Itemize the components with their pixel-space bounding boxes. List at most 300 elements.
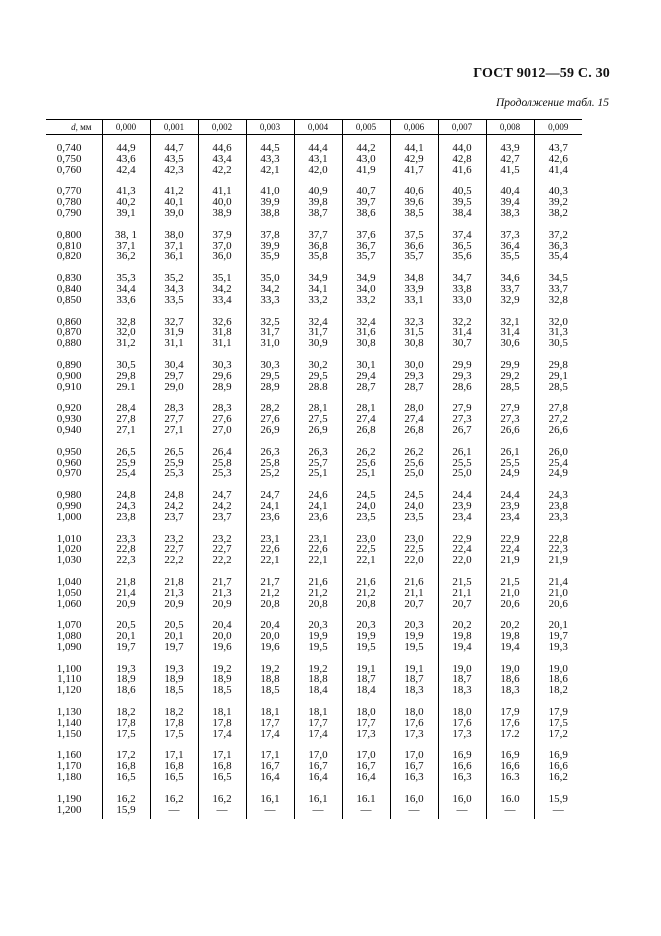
value-cell: 24,6 <box>294 490 342 501</box>
diameter-cell: 1,170 <box>56 760 82 773</box>
value-cell: 23,9 <box>438 501 486 512</box>
value-cell: 20,3 <box>390 620 438 631</box>
value-cell: 25,6 <box>342 458 390 469</box>
value-cell: 27,4 <box>342 414 390 425</box>
value-cell: 25,2 <box>246 468 294 479</box>
document-header: ГОСТ 9012—59 С. 30 <box>473 66 610 81</box>
value-cell: 43,4 <box>198 154 246 165</box>
value-cell: 26,2 <box>390 447 438 458</box>
value-cell: 18,7 <box>390 674 438 685</box>
value-cell: 22,5 <box>342 544 390 555</box>
value-cell: 26,8 <box>390 425 438 436</box>
value-cell: 25,1 <box>342 468 390 479</box>
value-cell: 21,3 <box>150 588 198 599</box>
value-cell: 22,0 <box>390 555 438 566</box>
spacer-cell <box>246 306 294 317</box>
value-cell: 19,7 <box>150 642 198 653</box>
diameter-cell: 1,190 <box>56 792 82 805</box>
value-cell: 41,0 <box>246 186 294 197</box>
value-cell: 33,7 <box>486 284 534 295</box>
value-cell: 18,1 <box>294 707 342 718</box>
value-cell: 24,1 <box>246 501 294 512</box>
value-cell: 44,4 <box>294 143 342 154</box>
table-body <box>46 135 582 819</box>
value-cell: 25,9 <box>102 458 150 469</box>
spacer-cell <box>486 306 534 317</box>
value-cell: 39,2 <box>534 197 582 208</box>
diameter-cell: 0,780 <box>56 196 82 209</box>
value-cell: 17,8 <box>102 718 150 729</box>
value-cell: 32,4 <box>294 317 342 328</box>
value-cell: 23,0 <box>342 534 390 545</box>
value-cell: 18,6 <box>486 674 534 685</box>
value-cell: 35,4 <box>534 251 582 262</box>
value-cell: 27,9 <box>438 403 486 414</box>
value-cell: 37,9 <box>198 230 246 241</box>
value-cell: 42,6 <box>534 154 582 165</box>
value-cell: 36,1 <box>150 251 198 262</box>
spacer-cell <box>246 523 294 534</box>
value-cell: 17,6 <box>486 718 534 729</box>
value-cell: 21,1 <box>390 588 438 599</box>
value-cell: 20,6 <box>486 599 534 610</box>
value-cell: 18,7 <box>438 674 486 685</box>
value-cell: 31,4 <box>486 327 534 338</box>
value-cell: 16,0 <box>438 794 486 805</box>
value-cell: 23,4 <box>438 512 486 523</box>
value-cell: 17,7 <box>294 718 342 729</box>
value-cell: 21,2 <box>246 588 294 599</box>
value-cell: 26,6 <box>534 425 582 436</box>
value-cell: 25,8 <box>198 458 246 469</box>
value-cell: 17,8 <box>198 718 246 729</box>
column-header: 0,008 <box>486 120 534 135</box>
value-cell: 22,0 <box>438 555 486 566</box>
value-cell: 42,3 <box>150 165 198 176</box>
value-cell: 34,2 <box>246 284 294 295</box>
value-cell: 16,1 <box>294 794 342 805</box>
diameter-cell: 0,990 <box>56 499 82 512</box>
value-cell: 28,1 <box>342 403 390 414</box>
value-cell: 41,2 <box>150 186 198 197</box>
value-cell: 24,1 <box>294 501 342 512</box>
value-cell: 30,2 <box>294 360 342 371</box>
value-cell: 31,4 <box>438 327 486 338</box>
value-cell: 17,8 <box>150 718 198 729</box>
value-cell: — <box>390 805 438 819</box>
value-cell: 25,3 <box>150 468 198 479</box>
value-cell: 20,6 <box>534 599 582 610</box>
value-cell: 24,7 <box>246 490 294 501</box>
table-row <box>46 729 582 740</box>
value-cell: 21,4 <box>102 588 150 599</box>
value-cell: 16,6 <box>486 761 534 772</box>
value-cell: 27,2 <box>534 414 582 425</box>
value-cell: 31,6 <box>342 327 390 338</box>
value-cell: 30,3 <box>198 360 246 371</box>
value-cell: 30,0 <box>390 360 438 371</box>
value-cell: 40,5 <box>438 186 486 197</box>
value-cell: 35,9 <box>246 251 294 262</box>
table-row <box>46 447 582 458</box>
value-cell: 34,8 <box>390 273 438 284</box>
table-row <box>46 425 582 436</box>
value-cell: 23,5 <box>390 512 438 523</box>
value-cell: 28,3 <box>150 403 198 414</box>
value-cell: 36,7 <box>342 241 390 252</box>
value-cell: 28,0 <box>390 403 438 414</box>
value-cell: 27,1 <box>150 425 198 436</box>
value-cell: 19,5 <box>390 642 438 653</box>
value-cell: 34,3 <box>150 284 198 295</box>
diameter-cell: 0,850 <box>56 293 82 306</box>
value-cell: 18,6 <box>102 685 150 696</box>
value-cell: 29,9 <box>438 360 486 371</box>
data-table-container <box>46 119 582 819</box>
value-cell: 17,9 <box>534 707 582 718</box>
value-cell: 31,8 <box>198 327 246 338</box>
value-cell: 16,6 <box>534 761 582 772</box>
value-cell: 34,6 <box>486 273 534 284</box>
spacer-cell <box>46 306 102 317</box>
diameter-cell: 1,110 <box>57 673 82 686</box>
diameter-cell: 0,840 <box>56 282 82 295</box>
value-cell: — <box>342 805 390 819</box>
value-cell: 25,9 <box>150 458 198 469</box>
value-cell: 20,3 <box>294 620 342 631</box>
value-cell: 42,2 <box>198 165 246 176</box>
value-cell: 20,4 <box>246 620 294 631</box>
value-cell: 41,3 <box>102 186 150 197</box>
value-cell: 20,7 <box>438 599 486 610</box>
value-cell: 25,4 <box>102 468 150 479</box>
value-cell: 37,5 <box>390 230 438 241</box>
table-header-row <box>46 120 582 135</box>
value-cell: 16,5 <box>102 772 150 783</box>
value-cell: 41,4 <box>534 165 582 176</box>
value-cell: 21,5 <box>438 577 486 588</box>
value-cell: — <box>534 805 582 819</box>
diameter-cell: 0,810 <box>56 239 82 252</box>
value-cell: 26,7 <box>438 425 486 436</box>
value-cell: 32,6 <box>198 317 246 328</box>
spacer-cell <box>150 306 198 317</box>
value-cell: 17,1 <box>246 750 294 761</box>
diameter-cell: 0,740 <box>56 142 82 154</box>
value-cell: 16,7 <box>246 761 294 772</box>
value-cell: 28,5 <box>534 382 582 393</box>
column-header: 0,007 <box>438 120 486 135</box>
value-cell: 20,2 <box>438 620 486 631</box>
value-cell: 33,9 <box>390 284 438 295</box>
value-cell: 16,8 <box>198 761 246 772</box>
value-cell: 21,3 <box>198 588 246 599</box>
value-cell: 21,5 <box>486 577 534 588</box>
value-cell: 38,2 <box>534 208 582 219</box>
value-cell: 22,1 <box>246 555 294 566</box>
value-cell: 40,4 <box>486 186 534 197</box>
value-cell: 38,4 <box>438 208 486 219</box>
diameter-cell: 0,870 <box>56 326 82 339</box>
value-cell: 29,0 <box>150 382 198 393</box>
value-cell: 35,7 <box>342 251 390 262</box>
value-cell: 28,5 <box>486 382 534 393</box>
diameter-cell: 1,030 <box>56 554 82 567</box>
value-cell: 23,8 <box>534 501 582 512</box>
value-cell: 24,4 <box>486 490 534 501</box>
value-cell: 43,1 <box>294 154 342 165</box>
value-cell: 43,0 <box>342 154 390 165</box>
value-cell: 25,0 <box>438 468 486 479</box>
value-cell: 23,9 <box>486 501 534 512</box>
value-cell: 16,4 <box>294 772 342 783</box>
spacer-cell <box>294 523 342 534</box>
value-cell: 30,3 <box>246 360 294 371</box>
value-cell: 43,7 <box>534 143 582 154</box>
value-cell: 30,5 <box>534 338 582 349</box>
diameter-cell: 1,060 <box>56 597 82 610</box>
value-cell: 17,0 <box>342 750 390 761</box>
diameter-cell: 1,160 <box>56 749 82 762</box>
value-cell: 16,3 <box>438 772 486 783</box>
value-cell: 24,0 <box>390 501 438 512</box>
diameter-cell: 0,920 <box>56 402 82 415</box>
value-cell: 16,6 <box>438 761 486 772</box>
value-cell: 31,5 <box>390 327 438 338</box>
value-cell: 33,6 <box>102 295 150 306</box>
value-cell: 19,5 <box>294 642 342 653</box>
value-cell: 21,8 <box>102 577 150 588</box>
value-cell: 16,1 <box>246 794 294 805</box>
value-cell: 29,1 <box>534 371 582 382</box>
value-cell: 23,2 <box>198 534 246 545</box>
value-cell: 19,9 <box>294 631 342 642</box>
value-cell: — <box>486 805 534 819</box>
value-cell: 36,4 <box>486 241 534 252</box>
value-cell: 24,2 <box>150 501 198 512</box>
value-cell: 17,6 <box>438 718 486 729</box>
value-cell: 32,8 <box>102 317 150 328</box>
value-cell: 30,4 <box>150 360 198 371</box>
diameter-cell: 0,910 <box>56 380 82 393</box>
value-cell: 29,2 <box>486 371 534 382</box>
value-cell: 25,7 <box>294 458 342 469</box>
value-cell: 19,7 <box>102 642 150 653</box>
value-cell: 17,1 <box>150 750 198 761</box>
diameter-cell: 1,120 <box>56 684 82 697</box>
value-cell: 22,7 <box>150 544 198 555</box>
value-cell: 17,4 <box>294 729 342 740</box>
value-cell: 18,5 <box>198 685 246 696</box>
value-cell: 16,5 <box>198 772 246 783</box>
value-cell: 20,8 <box>294 599 342 610</box>
value-cell: 23,0 <box>390 534 438 545</box>
value-cell: 22,4 <box>486 544 534 555</box>
value-cell: 39,5 <box>438 197 486 208</box>
value-cell: 17,9 <box>486 707 534 718</box>
value-cell: 31,7 <box>294 327 342 338</box>
value-cell: 43,5 <box>150 154 198 165</box>
value-cell: 16.0 <box>486 794 534 805</box>
value-cell: 16.1 <box>342 794 390 805</box>
value-cell: 16,2 <box>150 794 198 805</box>
value-cell: 42,4 <box>102 165 150 176</box>
value-cell: 16,8 <box>102 761 150 772</box>
value-cell: 27,4 <box>390 414 438 425</box>
value-cell: 16,7 <box>294 761 342 772</box>
value-cell: 17,0 <box>390 750 438 761</box>
value-cell: 35,7 <box>390 251 438 262</box>
value-cell: 16,2 <box>198 794 246 805</box>
value-cell: 26,5 <box>102 447 150 458</box>
value-cell: 22,5 <box>390 544 438 555</box>
value-cell: 38,6 <box>342 208 390 219</box>
value-cell: 42,7 <box>486 154 534 165</box>
value-cell: 21,9 <box>534 555 582 566</box>
value-cell: 20,1 <box>534 620 582 631</box>
value-cell: 32,9 <box>486 295 534 306</box>
diameter-cell: 1,150 <box>56 727 82 740</box>
value-cell: 40,7 <box>342 186 390 197</box>
table-row <box>46 371 582 382</box>
value-cell: 32,0 <box>534 317 582 328</box>
value-cell: 21,7 <box>246 577 294 588</box>
value-cell: 19,8 <box>486 631 534 642</box>
value-cell: 30,8 <box>390 338 438 349</box>
table-row <box>46 165 582 176</box>
value-cell: 19,5 <box>342 642 390 653</box>
value-cell: 26,3 <box>294 447 342 458</box>
value-cell: 20,3 <box>342 620 390 631</box>
value-cell: 17.2 <box>486 729 534 740</box>
value-cell: 43,6 <box>102 154 150 165</box>
value-cell: 22,3 <box>102 555 150 566</box>
value-cell: — <box>438 805 486 819</box>
value-cell: 25,8 <box>246 458 294 469</box>
value-cell: 21,1 <box>438 588 486 599</box>
value-cell: 40,6 <box>390 186 438 197</box>
spacer-cell <box>294 306 342 317</box>
diameter-cell: 1,100 <box>56 662 82 675</box>
value-cell: 25,6 <box>390 458 438 469</box>
value-cell: 31,1 <box>150 338 198 349</box>
value-cell: 21,0 <box>534 588 582 599</box>
table-row <box>46 805 582 819</box>
value-cell: 27,7 <box>150 414 198 425</box>
value-cell: 38,8 <box>246 208 294 219</box>
value-cell: 20,8 <box>342 599 390 610</box>
value-cell: 17,4 <box>246 729 294 740</box>
value-cell: 38,3 <box>486 208 534 219</box>
table-continuation-label: Продолжение табл. 15 <box>496 97 609 109</box>
diameter-cell: 1,090 <box>56 640 82 653</box>
value-cell: 28,9 <box>198 382 246 393</box>
value-cell: 44,9 <box>102 143 150 154</box>
value-cell: 42,8 <box>438 154 486 165</box>
table-row <box>46 230 582 241</box>
table-row <box>46 599 582 610</box>
diameter-cell: 1,140 <box>56 716 82 729</box>
value-cell: 18,2 <box>150 707 198 718</box>
diameter-cell: 0,820 <box>56 250 82 263</box>
value-cell: 22,6 <box>246 544 294 555</box>
column-header: 0,006 <box>390 120 438 135</box>
value-cell: 29,8 <box>534 360 582 371</box>
value-cell: 31,0 <box>246 338 294 349</box>
value-cell: 20,8 <box>246 599 294 610</box>
value-cell: 33,2 <box>342 295 390 306</box>
value-cell: 38,9 <box>198 208 246 219</box>
value-cell: 37,2 <box>534 230 582 241</box>
value-cell: 34,9 <box>294 273 342 284</box>
value-cell: 33,8 <box>438 284 486 295</box>
value-cell: 30,5 <box>102 360 150 371</box>
value-cell: 28,3 <box>198 403 246 414</box>
value-cell: 19,0 <box>486 664 534 675</box>
diameter-cell: 0,980 <box>56 489 82 502</box>
value-cell: 29,5 <box>246 371 294 382</box>
value-cell: 32,2 <box>438 317 486 328</box>
value-cell: 36,8 <box>294 241 342 252</box>
value-cell: 35,5 <box>486 251 534 262</box>
value-cell: 23,1 <box>294 534 342 545</box>
value-cell: 23,4 <box>486 512 534 523</box>
value-cell: 34,1 <box>294 284 342 295</box>
value-cell: 19,1 <box>342 664 390 675</box>
value-cell: 37,7 <box>294 230 342 241</box>
value-cell: 36,2 <box>102 251 150 262</box>
value-cell: 16,3 <box>390 772 438 783</box>
value-cell: 33,3 <box>246 295 294 306</box>
diameter-cell: 0,790 <box>56 206 82 219</box>
value-cell: 20,7 <box>390 599 438 610</box>
value-cell: 44,5 <box>246 143 294 154</box>
spacer-cell <box>534 306 582 317</box>
value-cell: 17,2 <box>102 750 150 761</box>
value-cell: 37,4 <box>438 230 486 241</box>
group-spacer <box>46 523 582 534</box>
value-cell: 21,4 <box>534 577 582 588</box>
value-cell: 28,1 <box>294 403 342 414</box>
diameter-cell: 0,890 <box>56 358 82 371</box>
value-cell: 38, 1 <box>102 230 150 241</box>
value-cell: 24,3 <box>534 490 582 501</box>
value-cell: 20,0 <box>246 631 294 642</box>
value-cell: 40,1 <box>150 197 198 208</box>
value-cell: 28,2 <box>246 403 294 414</box>
value-cell: 34,4 <box>102 284 150 295</box>
value-cell: 39,9 <box>246 197 294 208</box>
value-cell: 29,7 <box>150 371 198 382</box>
value-cell: 34,2 <box>198 284 246 295</box>
value-cell: 26,2 <box>342 447 390 458</box>
value-cell: 17,1 <box>198 750 246 761</box>
value-cell: 41,5 <box>486 165 534 176</box>
spacer-cell <box>438 306 486 317</box>
value-cell: 21,0 <box>486 588 534 599</box>
value-cell: 31,1 <box>198 338 246 349</box>
value-cell: 17,5 <box>150 729 198 740</box>
value-cell: 19,3 <box>534 642 582 653</box>
value-cell: 39,6 <box>390 197 438 208</box>
value-cell: 32,1 <box>486 317 534 328</box>
value-cell: 35,0 <box>246 273 294 284</box>
value-cell: 27,8 <box>102 414 150 425</box>
value-cell: 39,9 <box>246 241 294 252</box>
value-cell: 18,6 <box>534 674 582 685</box>
value-cell: 29,3 <box>438 371 486 382</box>
value-cell: 40,2 <box>102 197 150 208</box>
